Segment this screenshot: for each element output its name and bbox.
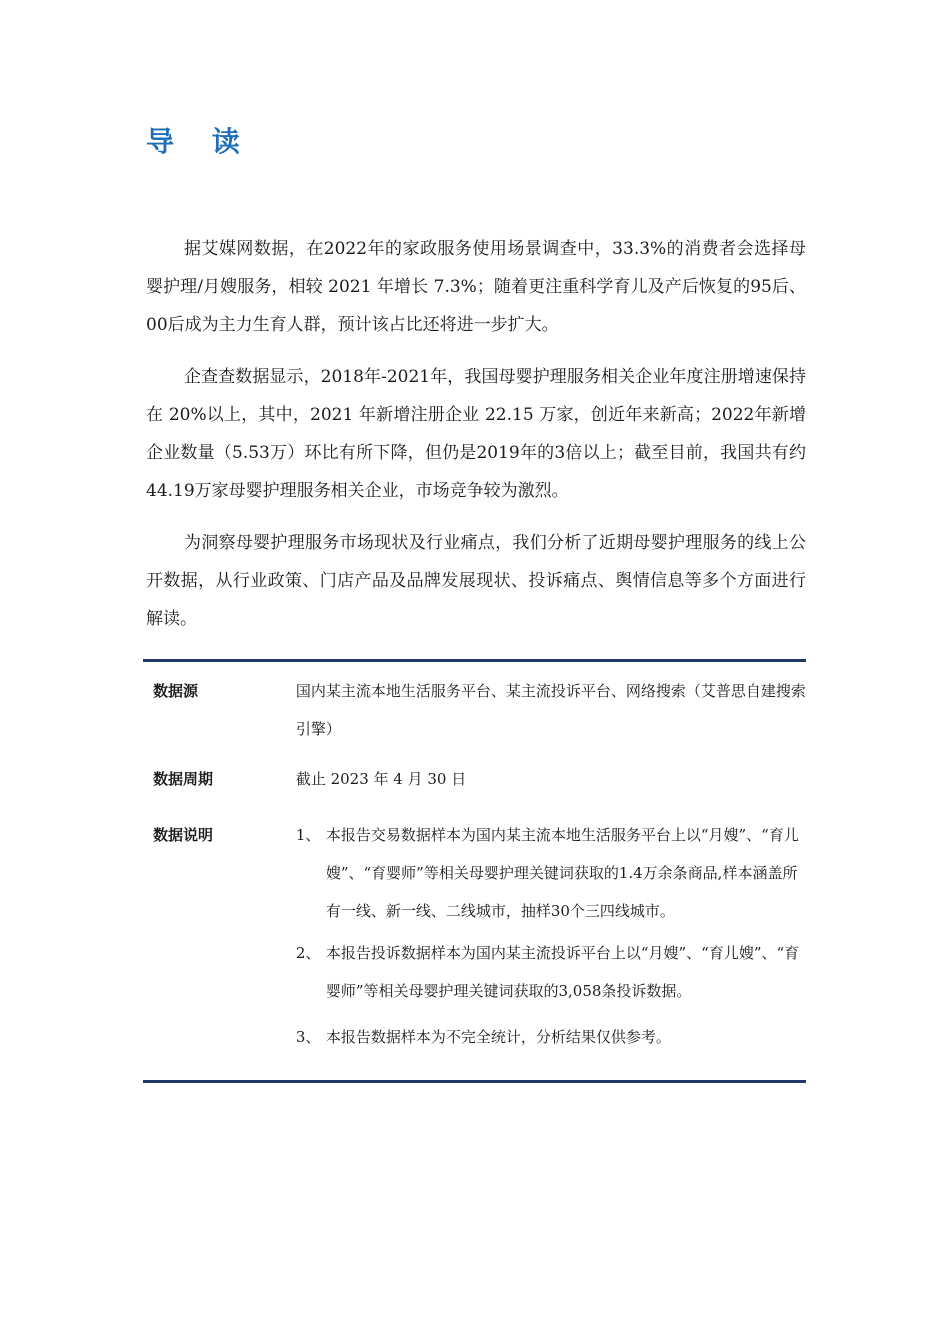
source-label: 数据源 — [153, 682, 199, 700]
note-item — [296, 1018, 806, 1056]
intro-body — [146, 230, 806, 652]
note-number: 3、 — [295, 1028, 321, 1046]
data-info-table — [143, 672, 806, 1056]
info-row-source — [143, 672, 806, 748]
note-text: 本报告数据样本为不完全统计，分析结果仅供参考。 — [325, 1028, 671, 1046]
table-bottom-rule — [143, 1080, 806, 1083]
note-text: 本报告交易数据样本为国内某主流本地生活服务平台上以“月嫂”、“育儿嫂”、“育婴师”等相关母婴护理关键词获取的1.4万余条商品,样本涵盖所有一线、新一线、二线城市，抽样30个三四线城市。 — [325, 826, 799, 920]
note-number: 2、 — [295, 944, 321, 962]
paragraph-market-share: 据艾媒网数据，在2022年的家政服务使用场景调查中，33.3%的消费者会选择母婴护理/月嫂服务，相较 2021 年增长 7.3%；随着更注重科学育儿及产后恢复的95后、00后成为主力生育人群，预计该占比还将进一步扩大。 — [146, 239, 806, 335]
page-title: 导 读 — [146, 125, 254, 158]
note-number: 1、 — [295, 826, 321, 844]
notes-list — [296, 816, 806, 1056]
period-label: 数据周期 — [153, 770, 214, 788]
table-top-rule — [143, 659, 806, 662]
info-row-notes — [143, 816, 806, 1056]
period-value: 截止 2023 年 4 月 30 日 — [295, 770, 467, 788]
paragraph-analysis-scope: 为洞察母婴护理服务市场现状及行业痛点，我们分析了近期母婴护理服务的线上公开数据，从行业政策、门店产品及品牌发展现状、投诉痛点、舆情信息等多个方面进行解读。 — [146, 533, 806, 629]
note-item — [296, 934, 806, 1010]
note-item — [296, 816, 806, 930]
source-value: 国内某主流本地生活服务平台、某主流投诉平台、网络搜索（艾普思自建搜索引擎） — [295, 682, 806, 738]
paragraph-enterprise-growth: 企查查数据显示，2018年-2021年，我国母婴护理服务相关企业年度注册增速保持在 20%以上，其中，2021 年新增注册企业 22.15 万家，创近年来新高；2022年新增企业数量（5.53万）环比有所下降，但仍是2019年的3倍以上；截至目前，我国共有约44.19万家母婴护理服务相关企业，市场竞争较为激烈。 — [146, 367, 806, 501]
note-text: 本报告投诉数据样本为国内某主流投诉平台上以“月嫂”、“育儿嫂”、“育婴师”等相关母婴护理关键词获取的3,058条投诉数据。 — [325, 944, 800, 1000]
info-row-period — [143, 760, 806, 798]
notes-label: 数据说明 — [153, 826, 214, 844]
